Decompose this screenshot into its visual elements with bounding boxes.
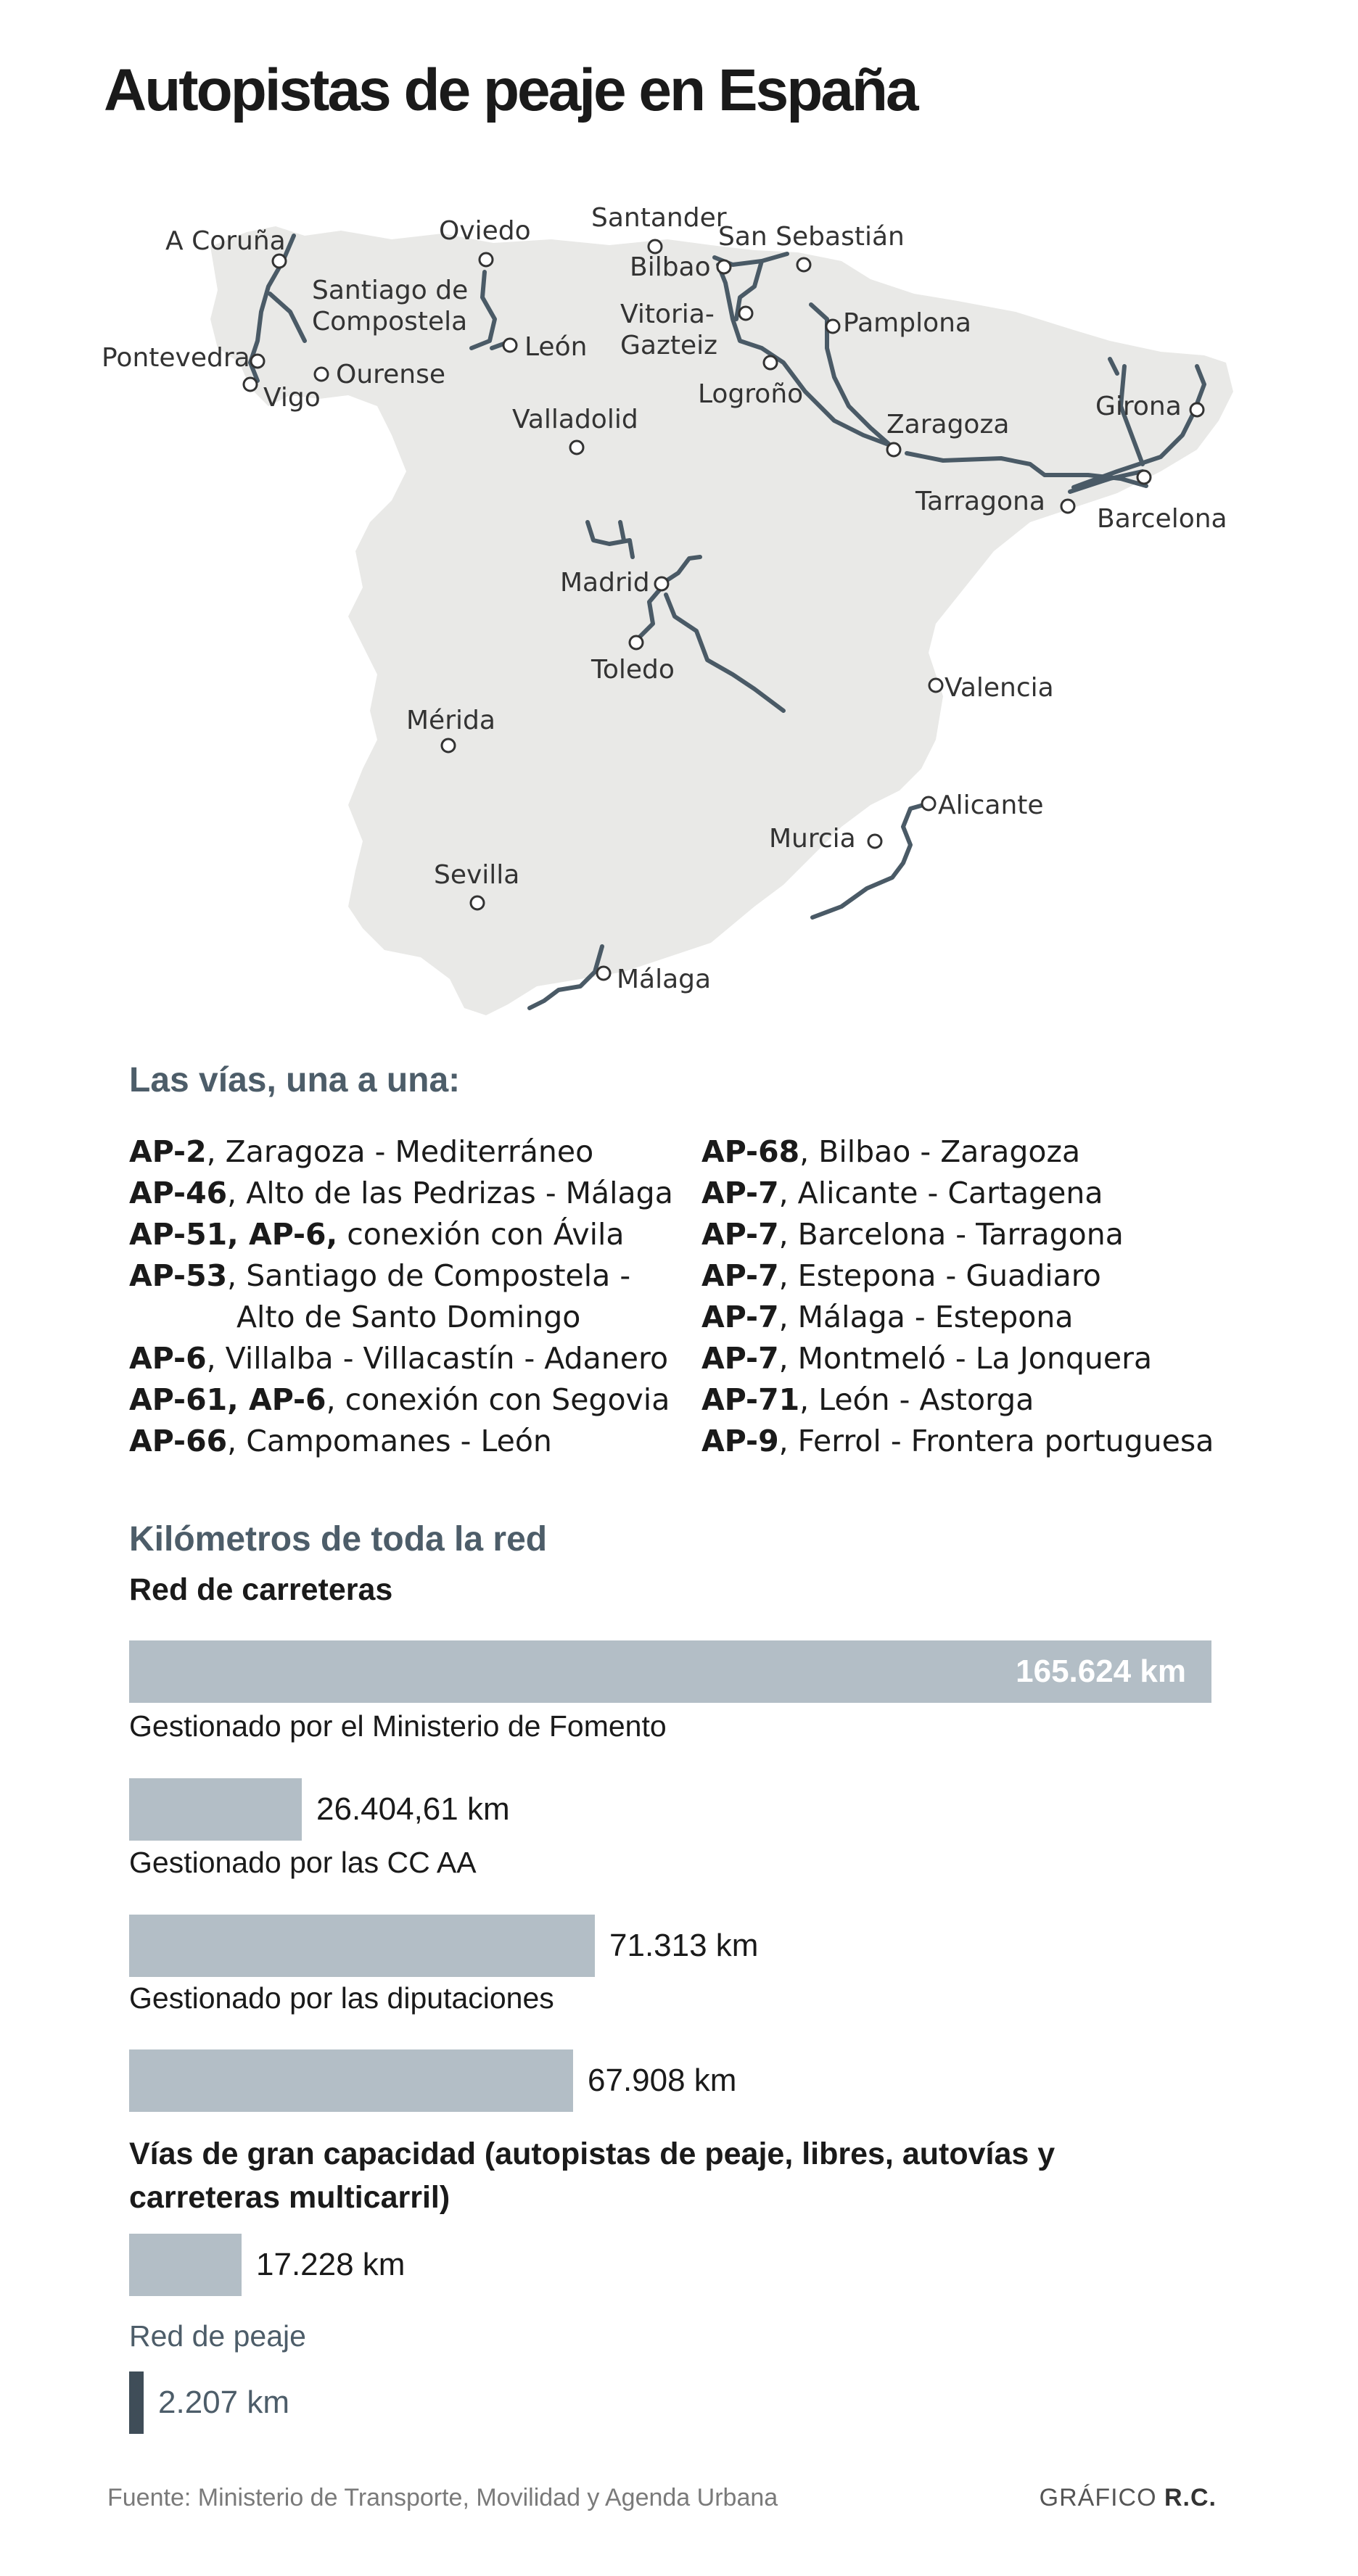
city-marker (717, 260, 731, 273)
road-item-left (129, 1131, 702, 1173)
city-label-barcelona: Barcelona (1097, 504, 1227, 534)
city-marker (480, 253, 493, 266)
city-label-santiago-1: Santiago de (312, 276, 469, 305)
city-label-bilbao: Bilbao (630, 252, 711, 282)
city-label-oviedo: Oviedo (439, 216, 531, 246)
city-label-san-sebastian: San Sebastián (718, 222, 905, 252)
city-marker (1061, 500, 1074, 513)
bar-mark (129, 2234, 242, 2296)
city-marker (570, 441, 583, 454)
city-marker (315, 368, 328, 381)
city-label-malaga: Málaga (617, 965, 712, 994)
road-code: AP-2 (129, 1134, 207, 1169)
road-desc: , León - Astorga (799, 1382, 1034, 1417)
city-label-valencia: Valencia (945, 673, 1054, 703)
road-desc-continued: Alto de Santo Domingo (236, 1300, 581, 1334)
bar-category-label: Vías de gran capacidad (autopistas de peaje, libres, autovías y carreteras multicarril) (129, 2137, 1055, 2215)
city-label-alicante: Alicante (938, 790, 1044, 820)
city-marker (1137, 471, 1151, 484)
road-code: AP-6 (129, 1341, 207, 1376)
road-item-left (129, 1214, 702, 1255)
road-item-left (129, 1421, 702, 1462)
road-desc: , Ferrol - Frontera portuguesa (778, 1424, 1214, 1458)
city-label-pamplona: Pamplona (843, 308, 971, 338)
city-marker (273, 255, 286, 268)
city-marker (655, 577, 668, 590)
road-code: AP-7 (701, 1217, 779, 1252)
bar-mark (129, 2371, 144, 2434)
bar-category-label: Red de peaje (129, 2319, 306, 2353)
road-code: AP-68 (701, 1134, 800, 1169)
city-marker (630, 636, 643, 649)
credit-prefix: GRÁFICO (1039, 2484, 1157, 2511)
city-label-tarragona: Tarragona (915, 487, 1045, 516)
road-item-left (129, 1255, 702, 1297)
city-label-santander: Santander (591, 203, 727, 233)
road-desc: , Málaga - Estepona (778, 1300, 1074, 1334)
road-desc: , Alicante - Cartagena (778, 1176, 1103, 1210)
road-code: AP-61, AP-6 (129, 1382, 326, 1417)
road-item-right (701, 1421, 1318, 1462)
bar-value-label: 71.313 km (609, 1928, 759, 1963)
city-marker (251, 355, 264, 368)
city-marker (764, 356, 777, 369)
road-desc: , conexión con Segovia (326, 1382, 670, 1417)
source-note: Fuente: Ministerio de Transporte, Movilidad y Agenda Urbana (107, 2484, 778, 2511)
city-label-leon: León (524, 332, 588, 362)
road-item-right (701, 1255, 1318, 1297)
road-desc: , Santiago de Compostela - (227, 1258, 631, 1293)
bar-category-label: Gestionado por el Ministerio de Fomento (129, 1709, 667, 1743)
road-code: AP-53 (129, 1258, 228, 1293)
city-label-santiago-2: Compostela (312, 307, 468, 337)
bar-value-label: 17.228 km (256, 2247, 406, 2282)
road-item-left (129, 1379, 702, 1421)
road-item-right (701, 1131, 1318, 1173)
city-marker (1190, 403, 1203, 416)
road-item-left (129, 1173, 702, 1214)
roads-heading: Las vías, una a una: (129, 1061, 461, 1099)
road-desc: , Bilbao - Zaragoza (799, 1134, 1081, 1169)
city-marker (922, 797, 935, 810)
city-label-murcia: Murcia (769, 824, 856, 854)
road-desc: , Montmeló - La Jonquera (778, 1341, 1153, 1376)
road-desc: , Barcelona - Tarragona (778, 1217, 1124, 1252)
city-marker (649, 240, 662, 253)
city-marker (887, 443, 900, 456)
city-marker (503, 339, 517, 352)
city-marker (929, 679, 942, 692)
roads-list-right (701, 1131, 1318, 1462)
bar-value-label: 165.624 km (1016, 1654, 1186, 1689)
road-desc: , Zaragoza - Mediterráneo (206, 1134, 594, 1169)
city-label-valladolid: Valladolid (512, 405, 638, 434)
city-marker (471, 896, 484, 909)
city-label-sevilla: Sevilla (434, 860, 520, 890)
road-code: AP-9 (701, 1424, 779, 1458)
road-code: AP-71 (701, 1382, 800, 1417)
roads-list-left (129, 1131, 702, 1462)
road-item-right (701, 1379, 1318, 1421)
bar-value-label: 2.207 km (158, 2385, 289, 2420)
city-label-girona: Girona (1095, 392, 1182, 421)
road-item-right (701, 1297, 1318, 1338)
road-item-right (701, 1214, 1318, 1255)
city-marker (597, 967, 610, 980)
road-code: AP-7 (701, 1258, 779, 1293)
chart-title: Kilómetros de toda la red (129, 1520, 548, 1559)
road-item-left (129, 1338, 702, 1379)
city-label-a-coruna: A Coruña (165, 226, 286, 256)
road-code: AP-7 (701, 1300, 779, 1334)
road-code: AP-7 (701, 1176, 779, 1210)
city-marker (826, 320, 839, 333)
city-label-logrono: Logroño (698, 379, 804, 409)
road-desc: conexión con Ávila (337, 1217, 625, 1252)
road-code: AP-66 (129, 1424, 228, 1458)
road-desc: , Estepona - Guadiaro (778, 1258, 1101, 1293)
city-label-ourense: Ourense (336, 360, 446, 389)
page-title: Autopistas de peaje en España (104, 57, 917, 123)
city-label-pontevedra: Pontevedra (102, 343, 250, 373)
city-label-zaragoza: Zaragoza (886, 410, 1010, 439)
bar-mark (129, 2049, 573, 2112)
city-marker (868, 835, 881, 848)
city-marker (244, 378, 257, 391)
road-code: AP-46 (129, 1176, 228, 1210)
road-item-right (701, 1338, 1318, 1379)
road-code: AP-51, AP-6, (129, 1217, 338, 1252)
city-label-vitoria-1: Vitoria- (620, 300, 715, 329)
city-label-vigo: Vigo (263, 383, 321, 413)
bar-mark (129, 1778, 302, 1841)
spain-map (0, 181, 1358, 1052)
bar-mark (129, 1915, 595, 1977)
graphic-credit (1040, 2484, 1217, 2512)
road-code: AP-7 (701, 1341, 779, 1376)
credit-initials: R.C. (1164, 2484, 1217, 2511)
road-desc: , Villalba - Villacastín - Adanero (206, 1341, 669, 1376)
bar-category-label: Red de carreteras (129, 1572, 393, 1607)
bar-value-label: 26.404,61 km (316, 1791, 510, 1827)
road-item-right (701, 1173, 1318, 1214)
spain-land (210, 226, 1233, 1015)
road-desc: , Campomanes - León (227, 1424, 552, 1458)
road-desc: , Alto de las Pedrizas - Málaga (227, 1176, 673, 1210)
bar-category-label: Gestionado por las diputaciones (129, 1981, 554, 2015)
city-label-toledo: Toledo (591, 655, 675, 685)
city-label-merida: Mérida (406, 706, 495, 735)
city-label-madrid: Madrid (560, 568, 650, 598)
bar-value-label: 67.908 km (588, 2063, 737, 2098)
bar-category-label: Gestionado por las CC AA (129, 1846, 477, 1879)
city-marker (797, 258, 810, 271)
city-marker (442, 739, 455, 752)
city-label-vitoria-2: Gazteiz (620, 331, 718, 360)
city-marker (739, 307, 752, 320)
